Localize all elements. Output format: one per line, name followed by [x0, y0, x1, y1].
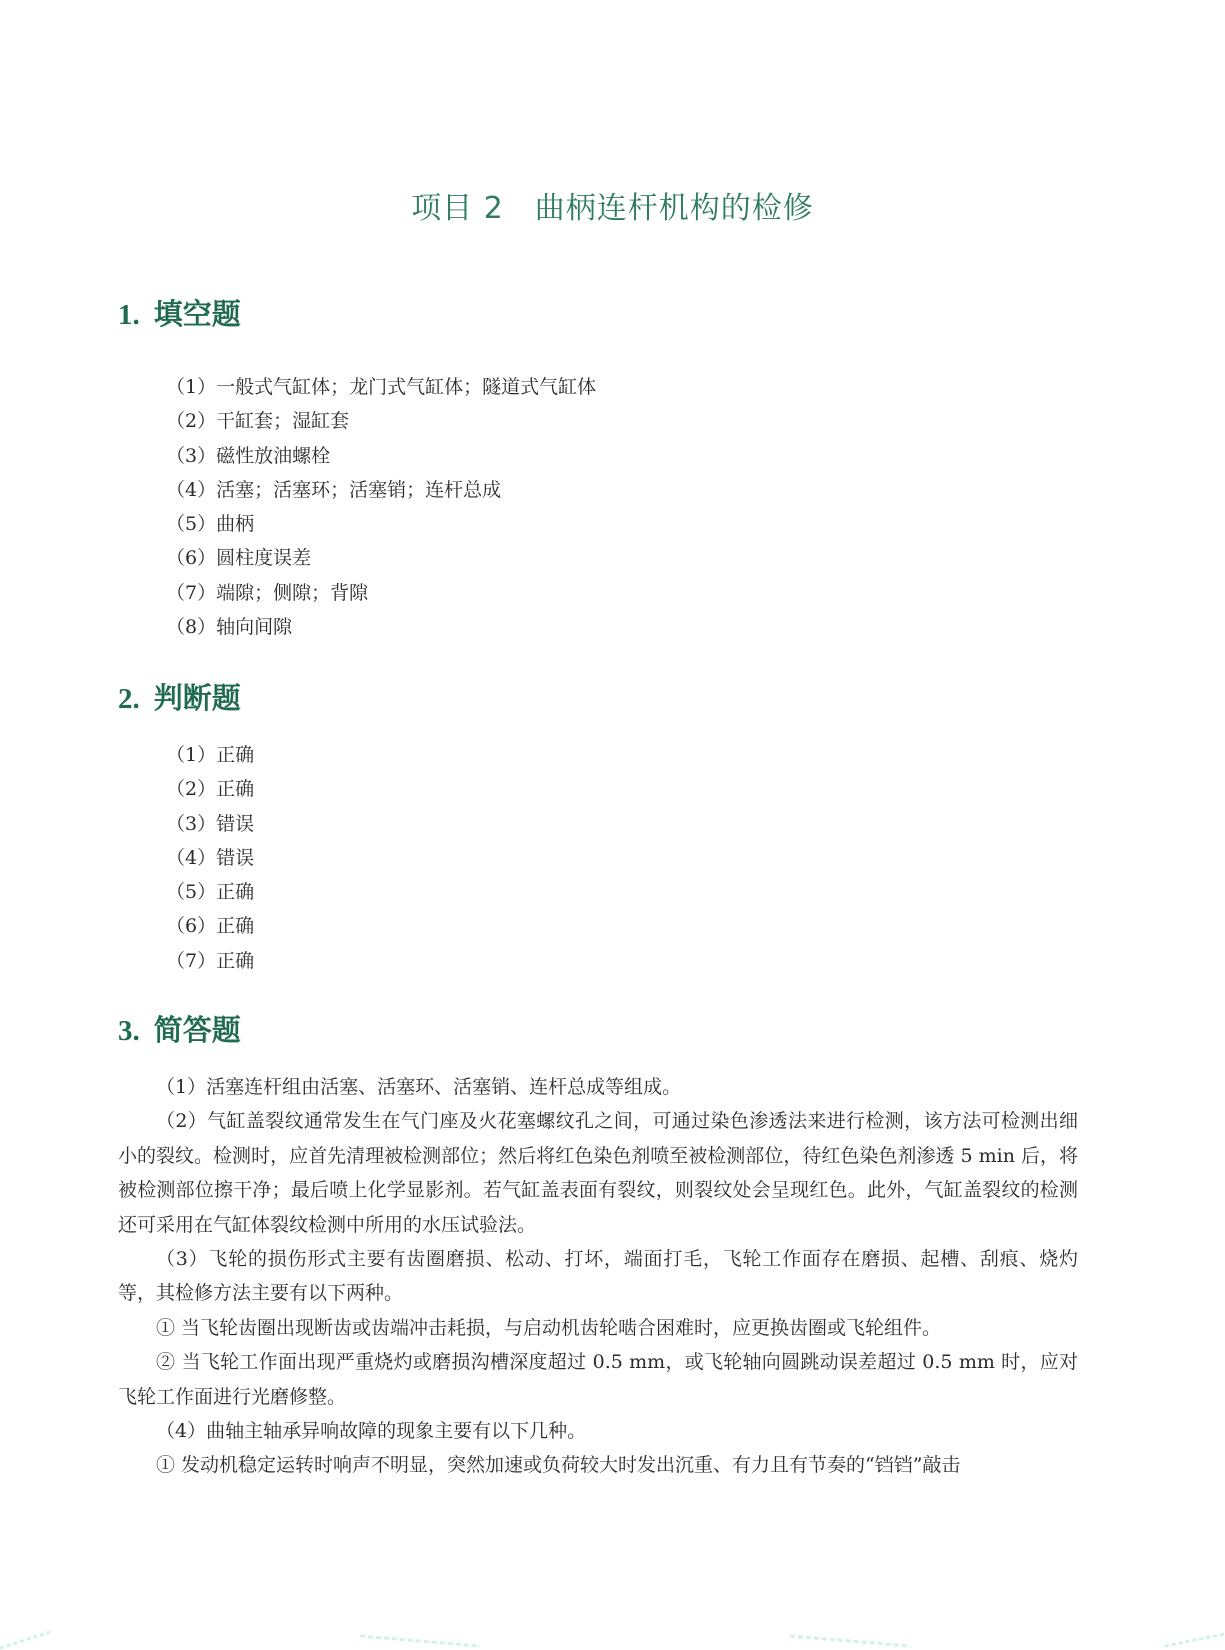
watermark-decoration-center — [360, 1628, 490, 1650]
list-item: （5）正确 — [166, 881, 255, 904]
watermark-decoration-far-right — [1165, 1628, 1225, 1650]
answer-paragraph: ① 当飞轮齿圈出现断齿或齿端冲击耗损，与启动机齿轮啮合困难时，应更换齿圈或飞轮组件。 — [156, 1316, 942, 1339]
list-item: （1）一般式气缸体；龙门式气缸体；隧道式气缸体 — [166, 376, 597, 398]
short-answer-body — [118, 1070, 1078, 1483]
list-item: （8）轴向间隙 — [166, 616, 293, 639]
section-heading-fill-blank — [118, 292, 241, 332]
list-item: （2）干缸套；湿缸套 — [166, 410, 350, 433]
watermark-decoration-right — [790, 1628, 920, 1650]
section-number: 1. — [118, 299, 140, 331]
section-heading-true-false — [118, 676, 241, 716]
page-title: 项目 2 曲柄连杆机构的检修 — [411, 191, 814, 226]
true-false-answer-list — [166, 738, 254, 978]
section-number: 2. — [118, 683, 140, 715]
answer-paragraph: （3）飞轮的损伤形式主要有齿圈磨损、松动、打坏，端面打毛，飞轮工作面存在磨损、起槽、刮痕、烧灼等，其检修方法主要有以下两种。 — [118, 1248, 1078, 1305]
list-item: （6）圆柱度误差 — [166, 547, 312, 570]
section-heading-short-answer — [118, 1008, 241, 1048]
list-item: （7）正确 — [166, 949, 255, 972]
list-item: （1）正确 — [166, 744, 255, 766]
section-title: 简答题 — [153, 1013, 241, 1047]
list-item: （4）错误 — [166, 846, 255, 869]
list-item: （3）错误 — [166, 812, 255, 835]
watermark-decoration-left — [0, 1628, 60, 1650]
list-item: （2）正确 — [166, 778, 255, 801]
section-title: 填空题 — [153, 297, 241, 331]
list-item: （4）活塞；活塞环；活塞销；连杆总成 — [166, 478, 502, 501]
fill-blank-answer-list — [166, 370, 596, 644]
answer-paragraph: （2）气缸盖裂纹通常发生在气门座及火花塞螺纹孔之间，可通过染色渗透法来进行检测，该方法可检测出细小的裂纹。检测时，应首先清理被检测部位；然后将红色染色剂喷至被检测部位，待红色染色剂渗透 5 min 后，将被检测部位擦干净；最后喷上化学显影剂。若气缸盖表面有裂纹，则裂纹处会呈现红色。此外，气缸盖裂纹的检测还可采用在气缸体裂纹检测中所用的水压试验法。 — [118, 1110, 1078, 1236]
section-title: 判断题 — [153, 681, 241, 715]
answer-paragraph: （4）曲轴主轴承异响故障的现象主要有以下几种。 — [156, 1420, 587, 1443]
list-item: （5）曲柄 — [166, 513, 255, 536]
answer-paragraph: （1）活塞连杆组由活塞、活塞环、活塞销、连杆总成等组成。 — [156, 1076, 682, 1098]
answer-paragraph: ② 当飞轮工作面出现严重烧灼或磨损沟槽深度超过 0.5 mm，或飞轮轴向圆跳动误差超过 0.5 mm 时，应对飞轮工作面进行光磨修整。 — [118, 1351, 1078, 1408]
list-item: （7）端隙；侧隙；背隙 — [166, 581, 369, 604]
list-item: （3）磁性放油螺栓 — [166, 444, 331, 467]
section-number: 3. — [118, 1015, 140, 1047]
list-item: （6）正确 — [166, 915, 255, 938]
answer-paragraph: ① 发动机稳定运转时响声不明显，突然加速或负荷较大时发出沉重、有力且有节奏的“铛铛”敲击 — [156, 1454, 961, 1477]
